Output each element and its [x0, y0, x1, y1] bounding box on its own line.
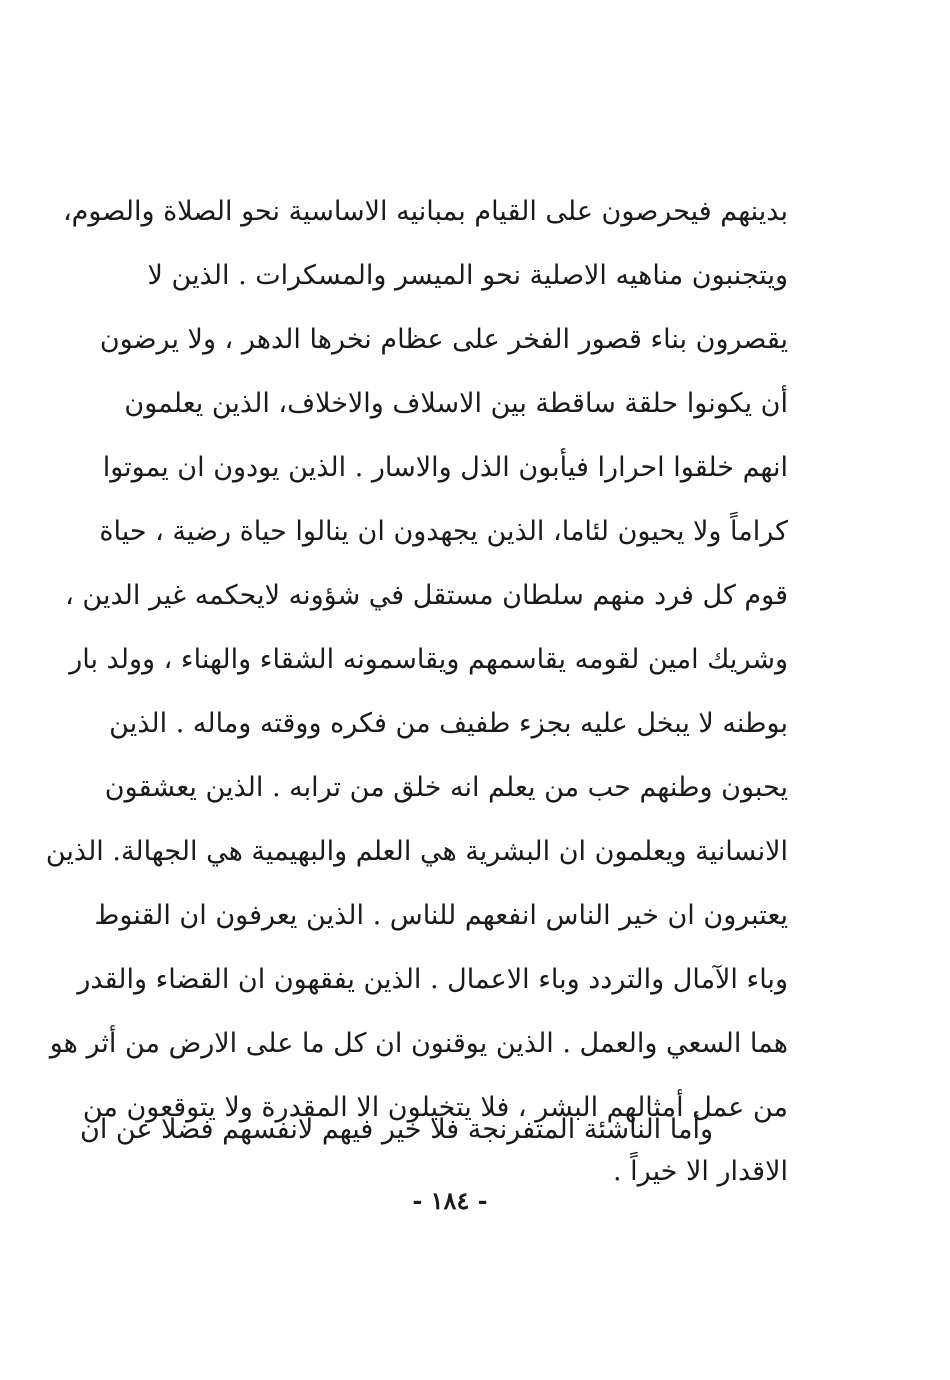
text-line: أن يكونوا حلقة ساقطة بين الاسلاف والاخلاف، الذين يعلمون — [124, 388, 788, 419]
text-line: يحبون وطنهم حب من يعلم انه خلق من ترابه . الذين يعشقون — [104, 772, 788, 803]
paragraph-2 — [80, 1098, 713, 1162]
text-line: كراماً ولا يحيون لئاما، الذين يجهدون ان ينالوا حياة رضية ، حياة — [99, 516, 788, 547]
page-number: - ١٨٤ - — [412, 1186, 488, 1215]
text-line: يقصرون بناء قصور الفخر على عظام نخرها الدهر ، ولا يرضون — [99, 324, 788, 355]
text-line: قوم كل فرد منهم سلطان مستقل في شؤونه لايحكمه غير الدين ، — [65, 580, 788, 611]
text-line: بوطنه لا يبخل عليه بجزء طفيف من فكره ووقته وماله . الذين — [109, 708, 788, 739]
text-line: انهم خلقوا احرارا فيأبون الذل والاسار . الذين يودون ان يموتوا — [102, 452, 788, 483]
text-line: وأما الناشئة المتفرنجة فلا خير فيهم لانفسهم فضلا عن ان — [80, 1114, 713, 1145]
text-line: يعتبرون ان خير الناس انفعهم للناس . الذين يعرفون ان القنوط — [94, 900, 788, 931]
paragraph-1 — [45, 180, 788, 1204]
text-line: الانسانية ويعلمون ان البشرية هي العلم والبهيمية هي الجهالة. الذين — [45, 836, 788, 867]
text-line: هما السعي والعمل . الذين يوقنون ان كل ما على الارض من أثر هو — [49, 1028, 788, 1059]
text-line: وباء الآمال والتردد وباء الاعمال . الذين يفقهون ان القضاء والقدر — [77, 964, 788, 995]
text-line-last: الاقدار الا خيراً . — [613, 1156, 788, 1187]
text-line: وشريك امين لقومه يقاسمهم ويقاسمونه الشقاء والهناء ، وولد بار — [69, 644, 788, 675]
text-line: ويتجنبون مناهيه الاصلية نحو الميسر والمسكرات . الذين لا — [147, 260, 788, 291]
text-line: بدينهم فيحرصون على القيام بمبانيه الاساسية نحو الصلاة والصوم، — [62, 196, 788, 227]
text-line: من عمل أمثالهم البشر ، فلا يتخيلون الا المقدرة ولا يتوقعون من — [82, 1092, 788, 1123]
